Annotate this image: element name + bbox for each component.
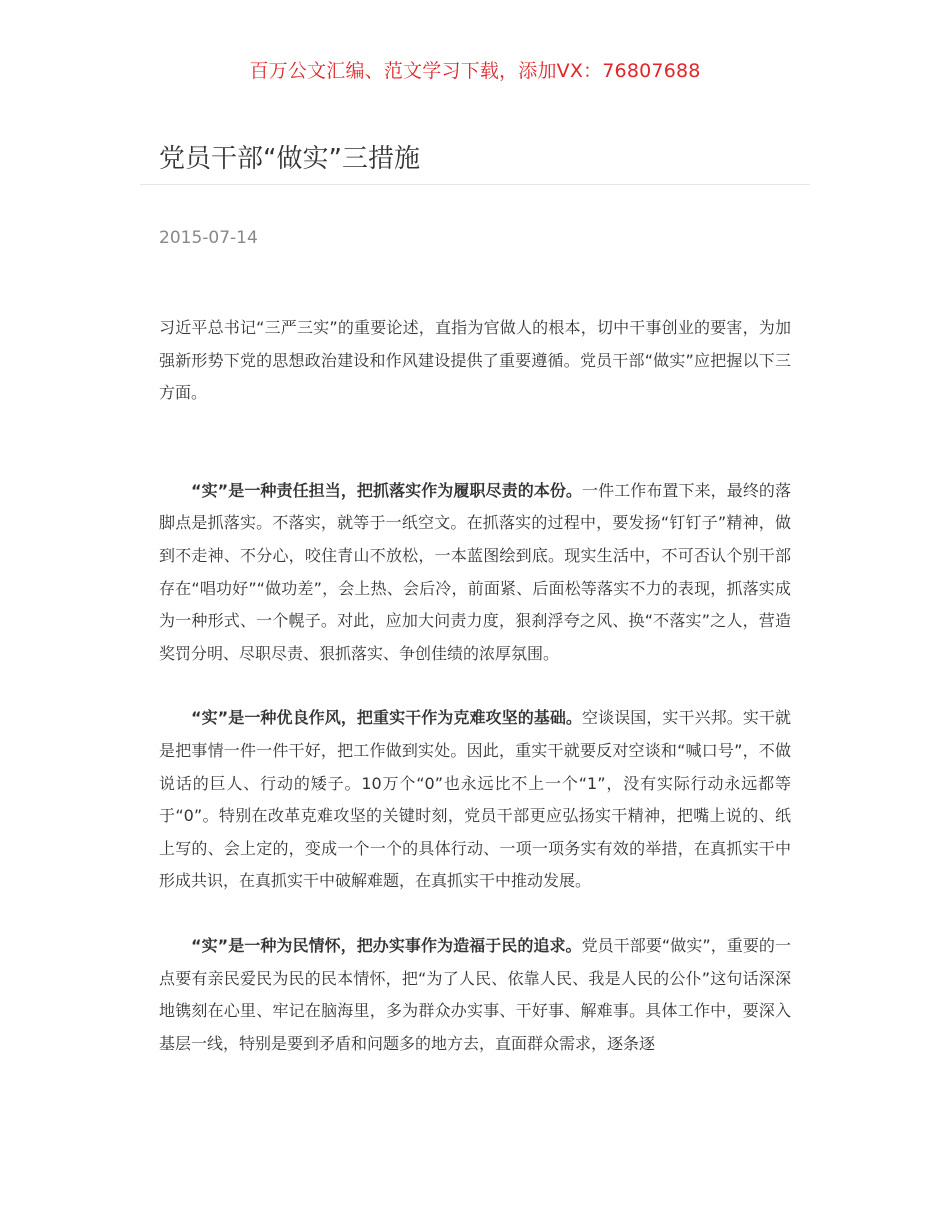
title-divider — [140, 184, 810, 185]
section-lead-3: “实”是一种为民情怀，把办实事作为造福于民的追求。 — [191, 935, 582, 955]
section-body-3: 党员干部要“做实”，重要的一点要有亲民爱民为民的民本情怀，把“为了人民、依靠人民、我是人民的公仆”这句话深深地镌刻在心里、牢记在脑海里，多为群众办实事、干好事、解难事。具体工作中，要深入基层一线，特别是要到矛盾和问题多的地方去，直面群众需求，逐条逐 — [159, 935, 791, 1053]
section-lead-1: “实”是一种责任担当，把抓落实作为履职尽责的本份。 — [191, 480, 583, 500]
page-title: 党员干部“做实”三措施 — [159, 144, 420, 174]
section-body-2: 空谈误国，实干兴邦。实干就是把事情一件一件干好，把工作做到实处。因此，重实干就要反对空谈和“喊口号”，不做说话的巨人、行动的矮子。10万个“0”也永远比不上一个“1”，没有实际行动永远都等于“0”。特别在改革克难攻坚的关键时刻，党员干部更应弘扬实干精神，把嘴上说的、纸上写的、会上定的，变成一个一个的具体行动、一项一项务实有效的举措，在真抓实干中形成共识，在真抓实干中破解难题，在真抓实干中推动发展。 — [159, 708, 791, 891]
section-lead-2: “实”是一种优良作风，把重实干作为克难攻坚的基础。 — [191, 708, 583, 728]
article-body — [159, 312, 791, 1092]
section-paragraph-2 — [159, 702, 791, 898]
header-banner: 百万公文汇编、范文学习下载，添加VX：76807688 — [249, 60, 701, 82]
section-paragraph-3 — [159, 930, 791, 1060]
publish-date: 2015-07-14 — [159, 228, 258, 248]
section-paragraph-1 — [159, 475, 791, 671]
intro-paragraph: 习近平总书记“三严三实”的重要论述，直指为官做人的根本，切中干事创业的要害，为加强新形势下党的思想政治建设和作风建设提供了重要遵循。党员干部“做实”应把握以下三方面。 — [159, 318, 791, 403]
section-body-1: 一件工作布置下来，最终的落脚点是抓落实。不落实，就等于一纸空文。在抓落实的过程中，要发扬“钉钉子”精神，做到不走神、不分心，咬住青山不放松，一本蓝图绘到底。现实生活中，不可否认个别干部存在“唱功好”“做功差”，会上热、会后冷，前面紧、后面松等落实不力的表现，抓落实成为一种形式、一个幌子。对此，应加大问责力度，狠刹浮夸之风、换“不落实”之人，营造奖罚分明、尽职尽责、狠抓落实、争创佳绩的浓厚氛围。 — [159, 480, 791, 663]
